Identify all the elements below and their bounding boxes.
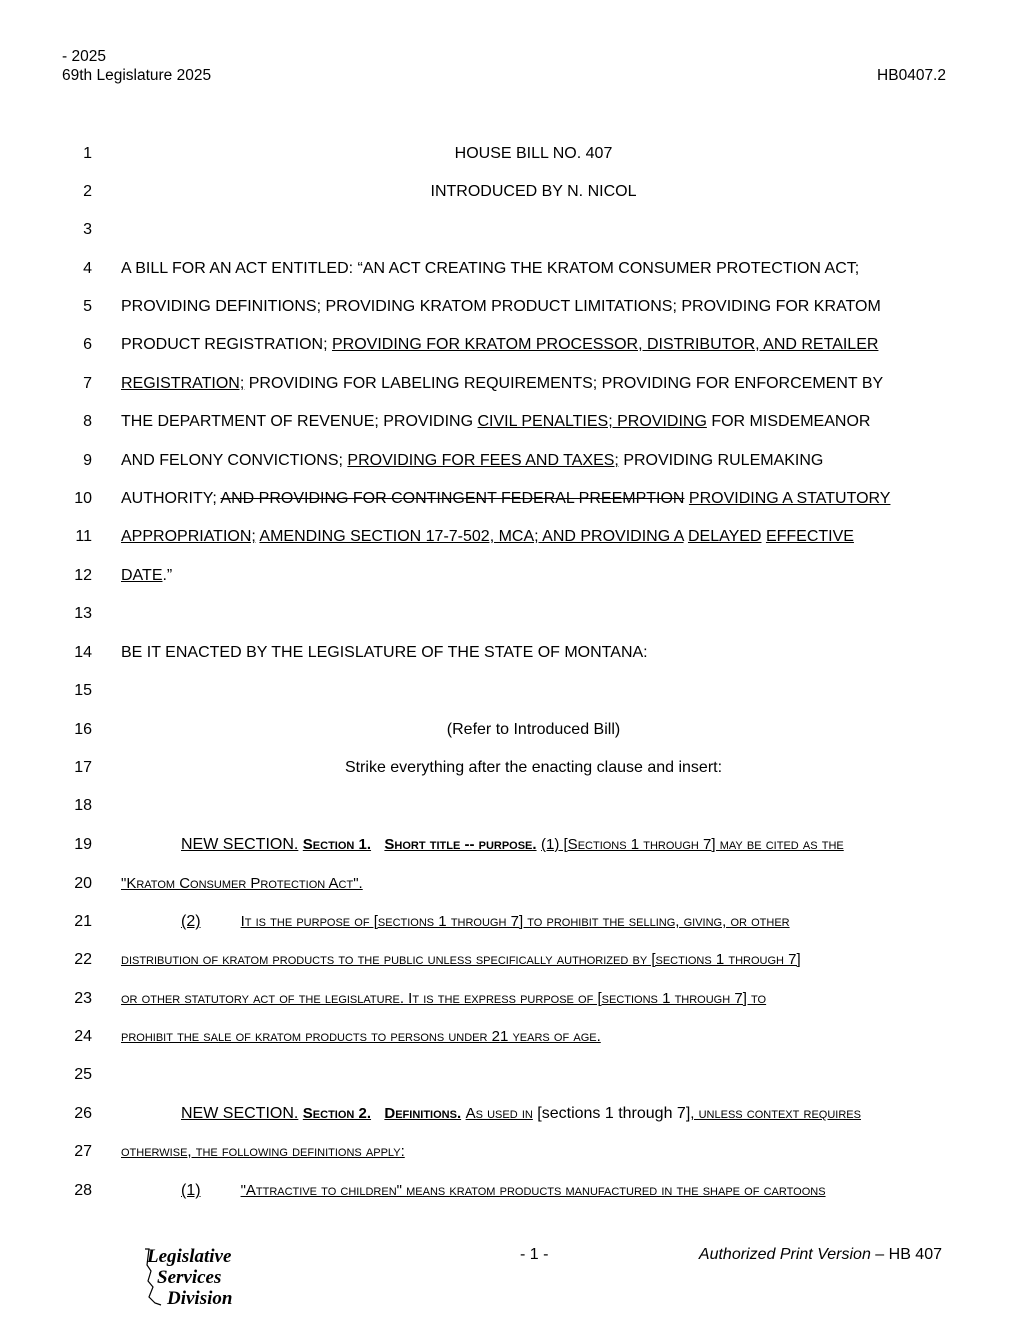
line-number: 14 bbox=[74, 644, 92, 661]
text-segment: PROVIDING RULEMAKING bbox=[618, 452, 824, 469]
text-segment: or other statutory act of the legislature. It is the express purpose of [sections 1 through 7] to bbox=[121, 990, 767, 1007]
line-text bbox=[121, 718, 946, 742]
line-text bbox=[121, 1102, 946, 1126]
text-segment: PRODUCT REGISTRATION; bbox=[121, 336, 332, 353]
print-version bbox=[699, 1246, 942, 1264]
text-segment: Definitions. bbox=[384, 1105, 462, 1122]
text-segment: APPROPRIATION; bbox=[121, 528, 256, 545]
text-segment: Short title -- purpose. bbox=[384, 836, 537, 853]
bill-line bbox=[0, 872, 1024, 896]
bill-line bbox=[0, 295, 1024, 319]
bill-line bbox=[0, 1140, 1024, 1164]
line-number: 3 bbox=[83, 221, 92, 238]
text-segment: HOUSE BILL NO. 407 bbox=[454, 145, 613, 162]
line-text bbox=[121, 987, 946, 1011]
text-segment: A BILL FOR AN ACT ENTITLED: “AN ACT CREATING THE KRATOM CONSUMER PROTECTION ACT; bbox=[121, 260, 860, 277]
text-segment: FOR MISDEMEANOR bbox=[706, 413, 871, 430]
line-text bbox=[121, 180, 946, 204]
text-segment: (2) bbox=[181, 913, 201, 930]
bill-line bbox=[0, 948, 1024, 972]
bill-line bbox=[0, 410, 1024, 434]
line-number: 15 bbox=[74, 682, 92, 699]
logo-line-3: Division bbox=[167, 1288, 233, 1309]
line-text bbox=[121, 525, 946, 549]
line-number: 8 bbox=[83, 413, 92, 430]
bill-line bbox=[0, 1025, 1024, 1049]
line-text bbox=[121, 1025, 946, 1049]
header-date: - 2025 bbox=[62, 48, 106, 65]
text-segment: Strike everything after the enacting clause and insert: bbox=[344, 759, 723, 776]
line-number: 5 bbox=[83, 298, 92, 315]
bill-line bbox=[0, 449, 1024, 473]
text-segment: otherwise, the following definitions apply: bbox=[121, 1143, 405, 1160]
line-number: 1 bbox=[83, 145, 92, 162]
text-segment: AND PROVIDING FOR CONTINGENT FEDERAL PREEMPTION bbox=[220, 490, 685, 507]
line-number: 16 bbox=[74, 721, 92, 738]
bill-line bbox=[0, 1063, 1024, 1087]
text-segment: AND FELONY CONVICTIONS; bbox=[121, 452, 348, 469]
line-text bbox=[121, 487, 946, 511]
line-text bbox=[121, 564, 946, 588]
text-segment: "Kratom Consumer Protection Act". bbox=[121, 875, 363, 892]
bill-line bbox=[0, 180, 1024, 204]
text-segment: [sections 1 through 7] bbox=[532, 1105, 691, 1122]
bill-line bbox=[0, 218, 1024, 242]
text-segment: Section 2. bbox=[302, 1105, 372, 1122]
text-segment: NEW SECTION. bbox=[181, 836, 299, 853]
text-segment: INTRODUCED BY N. NICOL bbox=[430, 183, 637, 200]
logo-line-1: Legislative bbox=[147, 1246, 232, 1267]
text-segment: AUTHORITY; bbox=[121, 490, 221, 507]
bill-line bbox=[0, 487, 1024, 511]
text-segment: DELAYED bbox=[687, 528, 762, 545]
line-text bbox=[121, 756, 946, 780]
line-text bbox=[121, 1179, 946, 1203]
line-number: 4 bbox=[83, 260, 92, 277]
bill-line bbox=[0, 718, 1024, 742]
text-segment bbox=[371, 836, 384, 853]
text-segment: THE DEPARTMENT OF REVENUE; PROVIDING bbox=[121, 413, 478, 430]
bill-line bbox=[0, 1179, 1024, 1203]
bill-line bbox=[0, 833, 1024, 857]
header-bill-id: HB0407.2 bbox=[877, 67, 946, 84]
bill-line bbox=[0, 142, 1024, 166]
bill-line bbox=[0, 602, 1024, 626]
text-segment: It is the purpose of [sections 1 through 7] to prohibit the selling, giving, or other bbox=[240, 913, 790, 930]
bill-line bbox=[0, 564, 1024, 588]
line-text bbox=[121, 641, 946, 665]
line-number: 11 bbox=[75, 528, 92, 545]
text-segment: PROVIDING DEFINITIONS; PROVIDING KRATOM PRODUCT LIMITATIONS; PROVIDING FOR KRATOM bbox=[121, 298, 881, 315]
bill-line bbox=[0, 910, 1024, 934]
line-number: 23 bbox=[74, 990, 92, 1007]
text-segment: CIVIL PENALTIES; PROVIDING bbox=[477, 413, 707, 430]
line-number: 22 bbox=[74, 951, 92, 968]
line-number: 2 bbox=[83, 183, 92, 200]
line-text bbox=[121, 833, 946, 857]
line-number: 6 bbox=[83, 336, 92, 353]
line-number: 10 bbox=[74, 490, 92, 507]
line-number: 26 bbox=[74, 1105, 92, 1122]
line-text bbox=[121, 1140, 946, 1164]
lsd-logo bbox=[135, 1245, 255, 1315]
text-segment: NEW SECTION. bbox=[181, 1105, 299, 1122]
text-segment: distribution of kratom products to the public unless specifically authorized by [sections 1 through 7] bbox=[121, 951, 801, 968]
text-segment: As used in bbox=[465, 1105, 533, 1122]
text-segment: prohibit the sale of kratom products to persons under 21 years of age. bbox=[121, 1028, 601, 1045]
text-segment: PROVIDING A STATUTORY bbox=[688, 490, 891, 507]
line-number: 18 bbox=[74, 797, 92, 814]
bill-line bbox=[0, 641, 1024, 665]
bill-line bbox=[0, 525, 1024, 549]
text-segment: PROVIDING FOR LABELING REQUIREMENTS; PROVIDING FOR ENFORCEMENT BY bbox=[244, 375, 884, 392]
line-text bbox=[121, 142, 946, 166]
line-text bbox=[121, 257, 946, 281]
text-segment: (1) bbox=[181, 1182, 201, 1199]
line-number: 17 bbox=[74, 759, 92, 776]
text-segment: DATE bbox=[121, 567, 163, 584]
line-number: 9 bbox=[83, 452, 92, 469]
line-number: 27 bbox=[74, 1143, 92, 1160]
text-segment: (1) [Sections 1 through 7] may be cited as the bbox=[541, 836, 844, 853]
text-segment: .” bbox=[162, 567, 173, 584]
page-number: - 1 - bbox=[520, 1246, 549, 1263]
line-number: 13 bbox=[74, 605, 92, 622]
bill-line bbox=[0, 756, 1024, 780]
bill-line bbox=[0, 257, 1024, 281]
bill-line bbox=[0, 794, 1024, 818]
print-version-label: Authorized Print Version bbox=[698, 1246, 871, 1263]
text-segment: "Attractive to children" means kratom products manufactured in the shape of cartoons bbox=[240, 1182, 826, 1199]
text-segment: (Refer to Introduced Bill) bbox=[446, 721, 621, 738]
logo-line-2: Services bbox=[157, 1267, 222, 1288]
text-segment bbox=[371, 1105, 384, 1122]
line-text bbox=[121, 910, 946, 934]
text-segment: , unless context requires bbox=[690, 1105, 861, 1122]
line-number: 24 bbox=[74, 1028, 92, 1045]
bill-line bbox=[0, 679, 1024, 703]
line-text bbox=[121, 333, 946, 357]
print-version-bill: – HB 407 bbox=[870, 1246, 942, 1263]
text-segment: PROVIDING FOR FEES AND TAXES; bbox=[347, 452, 619, 469]
line-number: 19 bbox=[74, 836, 92, 853]
bill-line bbox=[0, 333, 1024, 357]
line-number: 28 bbox=[74, 1182, 92, 1199]
line-number: 25 bbox=[74, 1066, 92, 1083]
line-text bbox=[121, 295, 946, 319]
text-segment: REGISTRATION; bbox=[121, 375, 245, 392]
header-legislature: 69th Legislature 2025 bbox=[62, 67, 212, 84]
line-text bbox=[121, 372, 946, 396]
text-segment: PROVIDING FOR KRATOM PROCESSOR, DISTRIBUTOR, AND RETAILER bbox=[331, 336, 879, 353]
line-number: 12 bbox=[74, 567, 92, 584]
text-segment: BE IT ENACTED BY THE LEGISLATURE OF THE STATE OF MONTANA: bbox=[121, 644, 648, 661]
line-number: 21 bbox=[74, 913, 92, 930]
line-text bbox=[121, 449, 946, 473]
bill-line bbox=[0, 987, 1024, 1011]
bill-line bbox=[0, 1102, 1024, 1126]
line-number: 20 bbox=[74, 875, 92, 892]
line-text bbox=[121, 948, 946, 972]
line-number: 7 bbox=[83, 375, 92, 392]
text-segment: EFFECTIVE bbox=[765, 528, 854, 545]
line-text bbox=[121, 410, 946, 434]
text-segment: Section 1. bbox=[302, 836, 372, 853]
text-segment: AMENDING SECTION 17-7-502, MCA; AND PROVIDING A bbox=[259, 528, 684, 545]
line-text bbox=[121, 872, 946, 896]
bill-line bbox=[0, 372, 1024, 396]
